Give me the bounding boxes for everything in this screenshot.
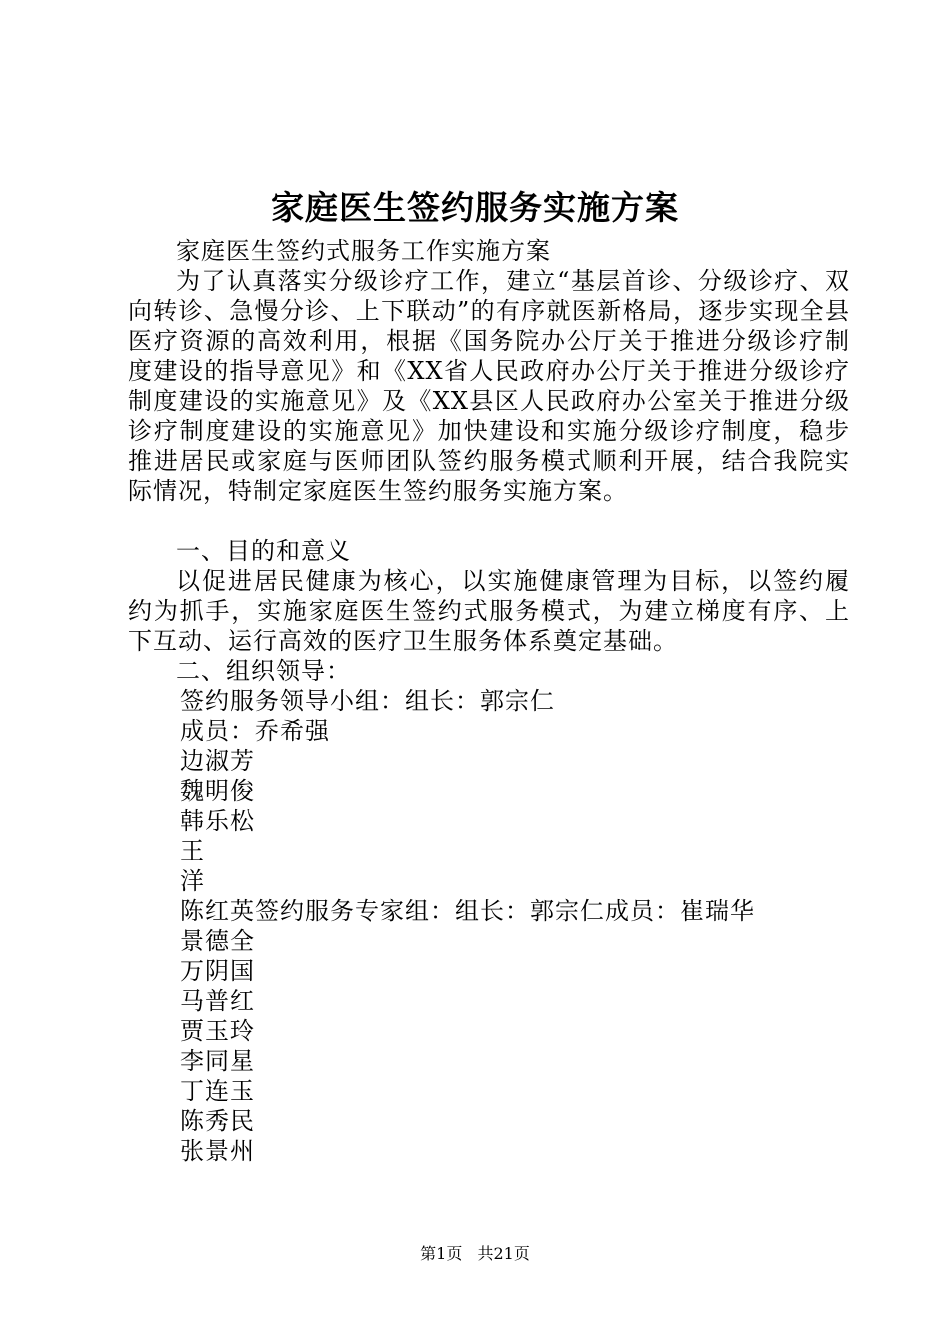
document-title: 家庭医生签约服务实施方案 (271, 188, 679, 227)
paragraph-gap (128, 506, 850, 536)
list-line: 陈红英签约服务专家组：组长：郭宗仁成员：崔瑞华 (180, 897, 755, 925)
list-line: 成员：乔希强 (180, 717, 330, 745)
list-line: 签约服务领导小组：组长：郭宗仁 (180, 687, 555, 715)
section-1-heading: 一、目的和意义 (176, 537, 351, 565)
list-line: 魏明俊 (180, 777, 255, 805)
page-total: 共21页 (477, 1244, 530, 1263)
section-1-paragraph: 以促进居民健康为核心，以实施健康管理为目标，以签约履约为抓手，实施家庭医生签约式服务模式，为建立梯度有序、上下互动、运行高效的医疗卫生服务体系奠定基础。 (128, 567, 850, 655)
list-line: 王 (180, 837, 205, 865)
list-line: 李同星 (180, 1047, 255, 1075)
section-2-heading: 二、组织领导： (176, 657, 351, 685)
list-line: 万阴国 (180, 957, 255, 985)
list-line: 丁连玉 (180, 1077, 255, 1105)
list-line: 马普红 (180, 987, 255, 1015)
page-number: 第1页 (420, 1244, 463, 1263)
subtitle: 家庭医生签约式服务工作实施方案 (176, 237, 551, 265)
page-footer (0, 1242, 950, 1266)
list-line: 张景州 (180, 1137, 255, 1165)
document-body (128, 236, 850, 1166)
list-line: 韩乐松 (180, 807, 255, 835)
list-line: 洋 (180, 867, 205, 895)
list-line: 景德全 (180, 927, 255, 955)
list-line: 边淑芳 (180, 747, 255, 775)
list-line: 陈秀民 (180, 1107, 255, 1135)
intro-paragraph: 为了认真落实分级诊疗工作，建立“基层首诊、分级诊疗、双向转诊、急慢分诊、上下联动”的有序就医新格局，逐步实现全县医疗资源的高效利用，根据《国务院办公厅关于推进分级诊疗制度建设的指导意见》和《XX省人民政府办公厅关于推进分级诊疗制度建设的实施意见》及《XX县区人民政府办公室关于推进分级诊疗制度建设的实施意见》加快建设和实施分级诊疗制度，稳步推进居民或家庭与医师团队签约服务模式顺利开展，结合我院实际情况，特制定家庭医生签约服务实施方案。 (128, 267, 850, 505)
list-line: 贾玉玲 (180, 1017, 255, 1045)
